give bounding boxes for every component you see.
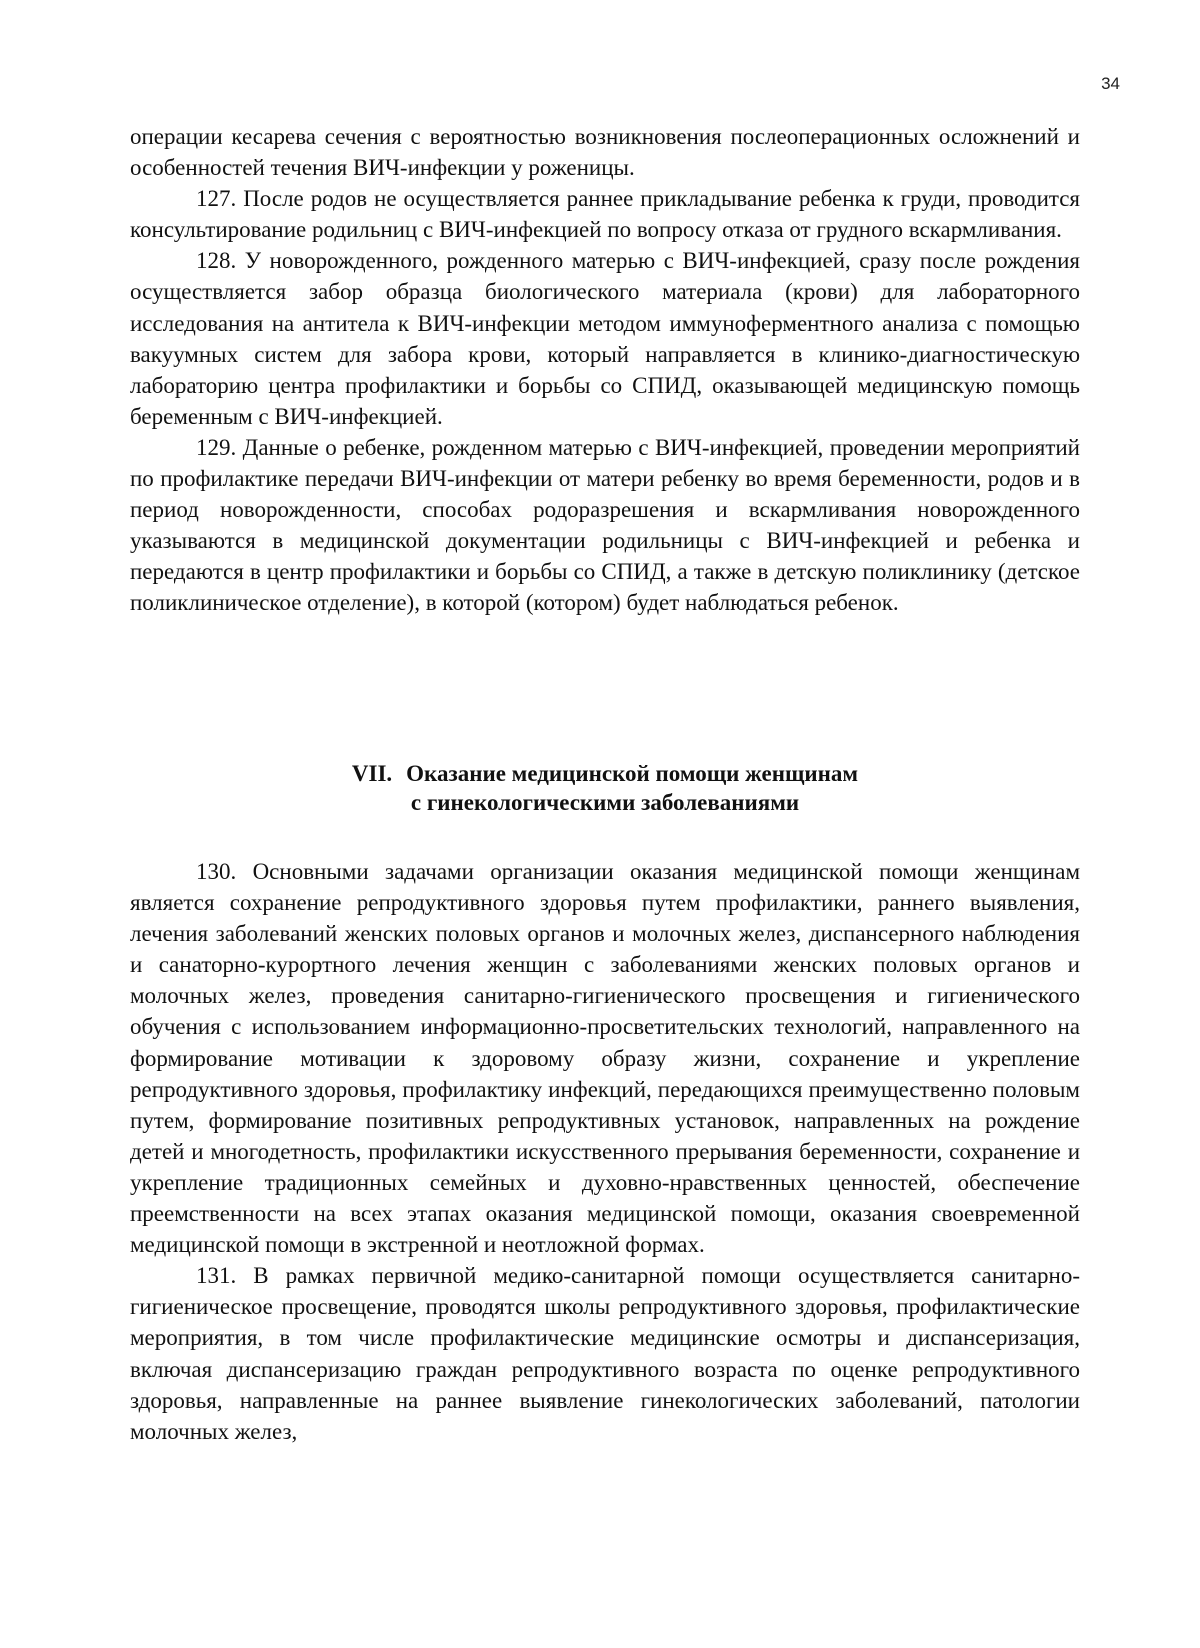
paragraph-text: У новорожденного, рожденного матерью с ВИЧ-инфекцией, сразу после рождения осуществляется забор образца биологического материала (крови) для лабораторного исследования на антитела к ВИЧ-инфекции методом иммуноферментного анализа с помощью вакуумных систем для забора крови, который направляется в клинико-диагностическую лабораторию центра профилактики и борьбы со СПИД, оказывающей медицинскую помощь беременным с ВИЧ-инфекцией. — [130, 248, 1080, 429]
paragraphs-after-section — [130, 856, 1080, 1447]
paragraph-text: Данные о ребенке, рожденном матерью с ВИЧ-инфекцией, проведении мероприятий по профилактике передачи ВИЧ-инфекции от матери ребенку во время беременности, родов и в период новорожденности, способах родоразрешения и вскармливания новорожденного указываются в медицинской документации родильницы с ВИЧ-инфекцией и ребенка и передаются в центр профилактики и борьбы со СПИД, а также в детскую поликлинику (детское поликлиническое отделение), в которой (котором) будет наблюдаться ребенок. — [130, 434, 1080, 616]
paragraph-number: 127. — [196, 186, 237, 212]
paragraph-128 — [130, 245, 1080, 432]
paragraph-127 — [130, 183, 1080, 245]
paragraph-text: В рамках первичной медико-санитарной помощи осуществляется санитарно-гигиеническое просвещение, проводятся школы репродуктивного здоровья, профилактические мероприятия, в том числе профилактические медицинские осмотры и диспансеризация, включая диспансеризацию граждан репродуктивного возраста по оценке репродуктивного здоровья, направленные на раннее выявление гинекологических заболеваний, патологии молочных желез, — [130, 1263, 1080, 1444]
section-heading — [130, 759, 1080, 817]
section-heading-line-1 — [130, 759, 1080, 788]
paragraph-text: операции кесарева сечения с вероятностью возникновения послеоперационных осложнений и особенностей течения ВИЧ-инфекции у роженицы. — [130, 124, 1080, 181]
paragraph-131 — [130, 1260, 1080, 1447]
section-title-line-2: с гинекологическими заболеваниями — [410, 790, 800, 815]
paragraph-number: 129. — [196, 434, 237, 460]
paragraph-130 — [130, 856, 1080, 1260]
paragraph-number: 130. — [196, 859, 237, 884]
paragraph-continuation — [130, 121, 1080, 183]
section-title-line-1: Оказание медицинской помощи женщинам — [406, 761, 859, 786]
paragraph-number: 131. — [196, 1263, 237, 1289]
paragraphs-before-section — [130, 121, 1080, 619]
paragraph-129 — [130, 432, 1080, 619]
section-number: VII. — [351, 761, 393, 786]
paragraph-text: После родов не осуществляется раннее прикладывание ребенка к груди, проводится консультирование родильниц с ВИЧ-инфекцией по вопросу отказа от грудного вскармливания. — [130, 186, 1080, 243]
page-number: 34 — [1101, 74, 1120, 93]
paragraph-number: 128. — [196, 248, 237, 274]
paragraph-text: Основными задачами организации оказания медицинской помощи женщинам является сохранение репродуктивного здоровья путем профилактики, раннего выявления, лечения заболеваний женских половых органов и молочных желез, диспансерного наблюдения и санаторно-курортного лечения женщин с заболеваниями женских половых органов и молочных желез, проведения санитарно-гигиенического просвещения и гигиенического обучения с использованием информационно-просветительских технологий, направленного на формирование мотивации к здоровому образу жизни, сохранение и укрепление репродуктивного здоровья, профилактику инфекций, передающихся преимущественно половым путем, формирование позитивных репродуктивных установок, направленных на рождение детей и многодетность, профилактики искусственного прерывания беременности, сохранение и укрепление традиционных семейных и духовно-нравственных ценностей, обеспечение преемственности на всех этапах оказания медицинской помощи, оказания своевременной медицинской помощи в экстренной и неотложной формах. — [130, 859, 1080, 1258]
